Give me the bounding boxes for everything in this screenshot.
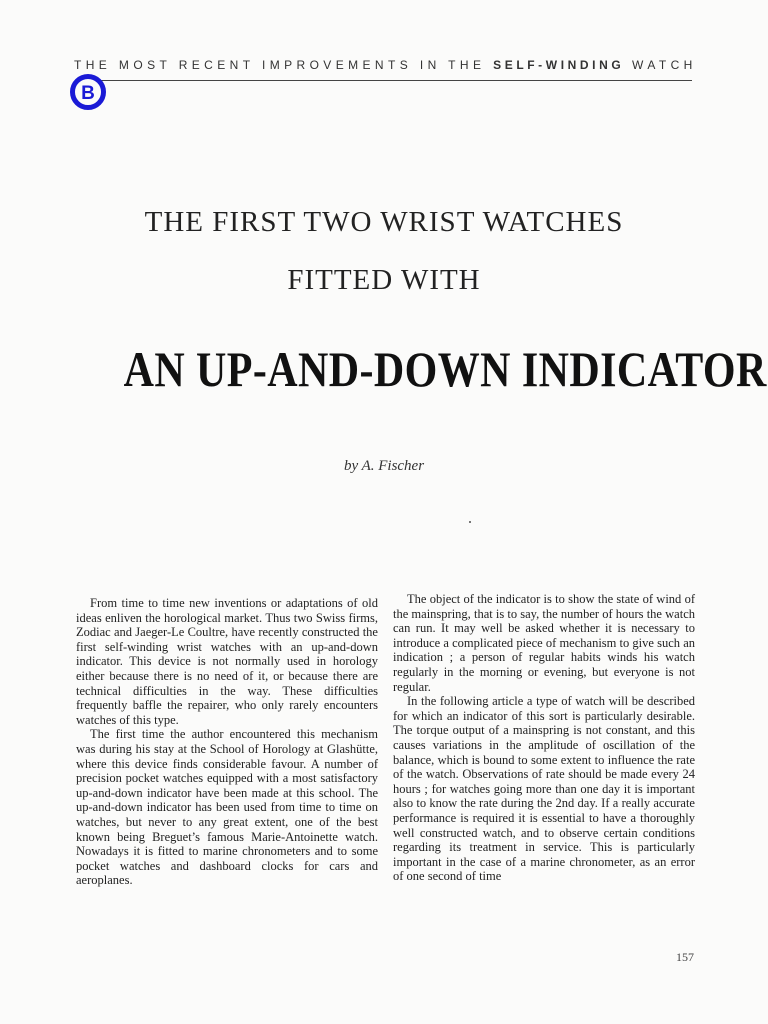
b-logo-icon: [68, 72, 108, 112]
running-title-prefix: THE MOST RECENT IMPROVEMENTS IN THE: [74, 58, 486, 72]
paragraph: From time to time new inventions or adaptations of old ideas enliven the horological market. Thus two Swiss firms, Zodiac and Jaeger-Le Coultre, have recently constructed the first self-winding wrist watches with an up-and-down indicator. This device is not normally used in horology either because there is no need of it, or because there are technical difficulties in the way. These difficulties frequently baffle the repairer, who only rarely encounters watches of this type.: [76, 596, 378, 727]
paragraph: The object of the indicator is to show the state of wind of the mainspring, that is to say, the number of hours the watch can run. It may well be asked whether it is necessary to introduce a complicated piece of mechanism to give such an indication ; a person of regular habits winds his watch regularly in the morning or evening, but everyone is not regular.: [393, 592, 695, 694]
left-column: [76, 596, 378, 888]
article-title-line-3: AN UP-AND-DOWN INDICATOR: [123, 341, 767, 397]
running-header: [74, 58, 697, 72]
byline: by A. Fischer: [343, 458, 425, 474]
running-title-suffix: WATCH: [632, 58, 697, 72]
paragraph: The first time the author encountered this mechanism was during his stay at the School of Horology at Glashütte, where this device finds considerable favour. A number of precision pocket watches equipped with a most satisfactory up-and-down indicator have been made at this school. The up-and-down indicator has been used from time to time on watches, but never to any great extent, one of the best known being Breguet’s famous Marie-Antoinette watch. Nowadays it is fitted to marine chronometers and to some pocket watches and dashboard clocks for cars and aeroplanes.: [76, 727, 378, 888]
paragraph: In the following article a type of watch will be described for which an indicator of this sort is particularly desirable. The torque output of a mainspring is not constant, and this causes variations in the amplitude of oscillation of the balance, which is bound to some extent to influence the rate of the watch. Observations of rate should be made every 24 hours ; for watches going more than one day it is important also to know the rate during the 2nd day. If a really accurate performance is required it is essential to have a thoroughly well constructed watch, and to observe certain conditions regarding its treatment in service. This is particularly important in the case of a marine chronometer, as an error of one second of time: [393, 694, 695, 884]
logo-letter: B: [81, 83, 95, 104]
right-column: [393, 592, 695, 884]
article-title-line-1: THE FIRST TWO WRIST WATCHES: [144, 206, 624, 238]
speck: [469, 521, 471, 523]
page-number: 157: [676, 950, 694, 964]
header-divider: [100, 80, 692, 81]
running-title-bold: SELF-WINDING: [493, 58, 625, 72]
article-title-line-2: FITTED WITH: [287, 264, 481, 296]
